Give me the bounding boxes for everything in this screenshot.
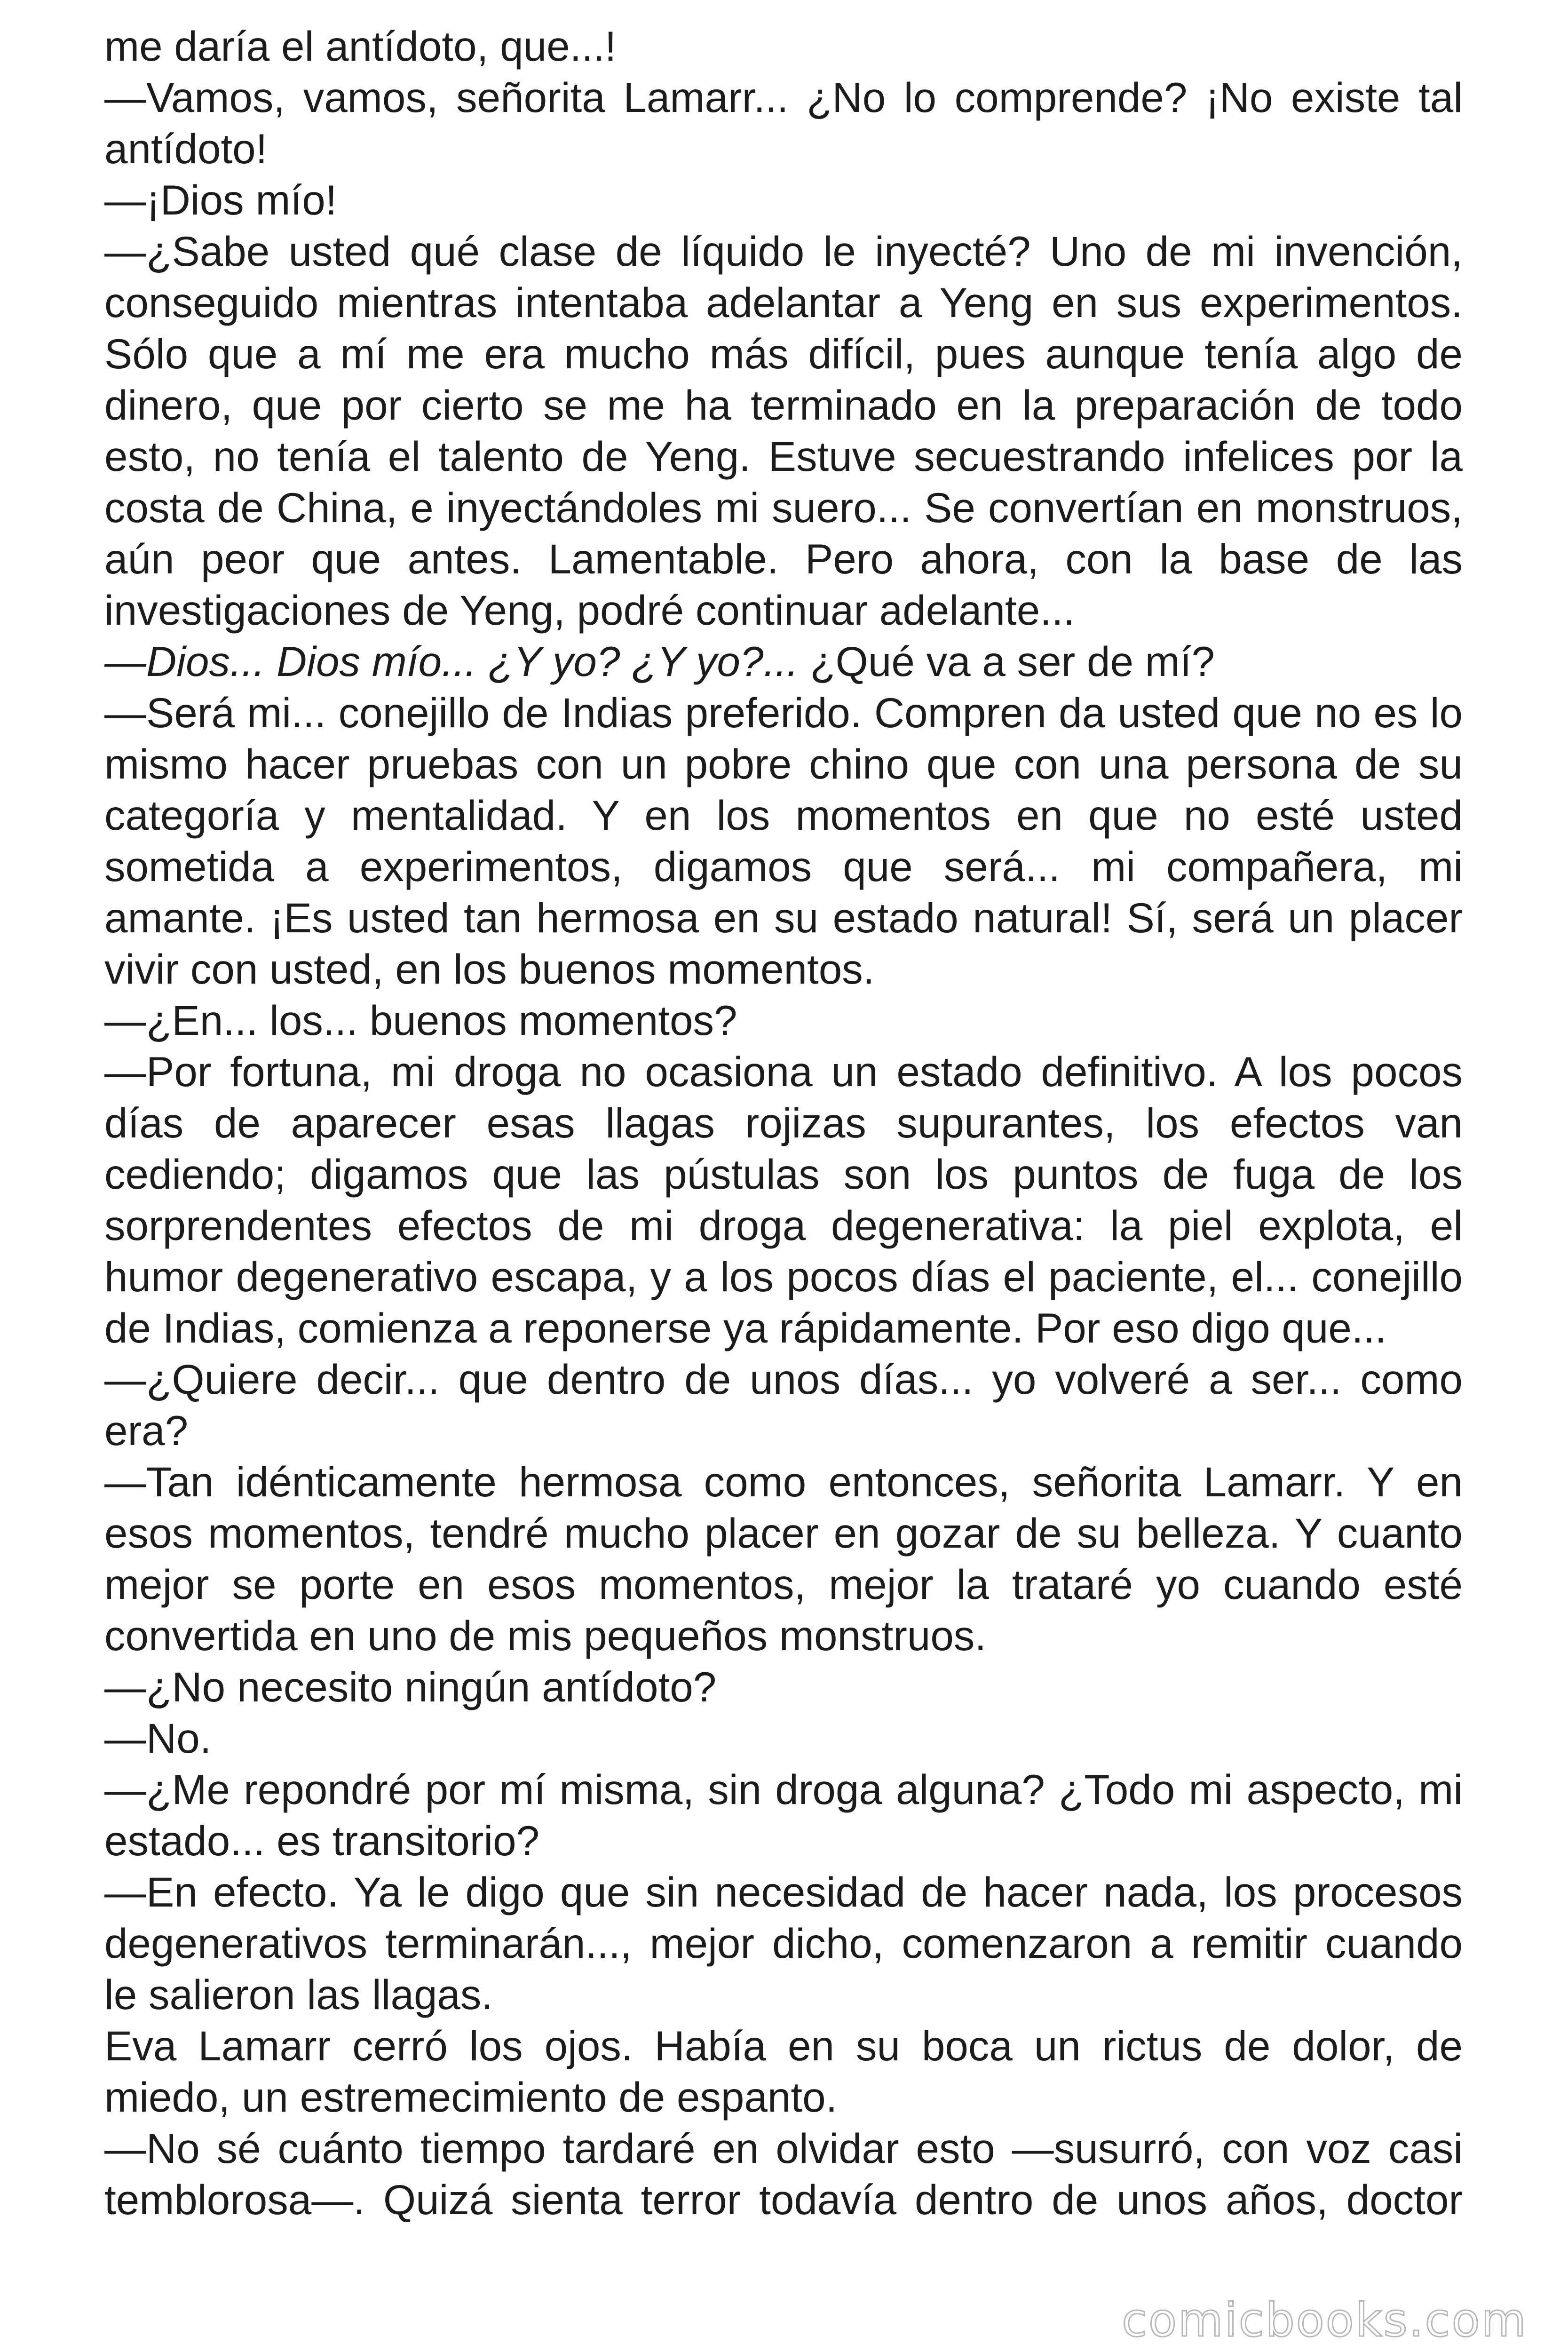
page-body xyxy=(104,21,1463,2225)
italic-dialogue: —Dios... Dios mío... ¿Y yo? ¿Y yo?... xyxy=(104,638,799,685)
paragraph: —Por fortuna, mi droga no ocasiona un estado definitivo. A los pocos días de aparecer esas llagas rojizas supurantes, los efectos van cediendo; digamos que las pústulas son los puntos de fuga de los sorprendentes efectos de mi droga degenerativa: la piel explota, el humor degenerativo escapa, y a los pocos días el paciente, el... conejillo de Indias, comienza a reponerse ya rápidamente. Por eso digo que... xyxy=(104,1048,1463,1351)
paragraph: —No. xyxy=(104,1715,212,1762)
paragraph: —Será mi... conejillo de Indias preferido. Compren da usted que no es lo mismo hacer pruebas con un pobre chino que con una persona de su categoría y mentalidad. Y en los momentos en que no esté usted sometida a experimentos, digamos que será... mi compañera, mi amante. ¡Es usted tan hermosa en su estado natural! Sí, será un placer vivir con usted, en los buenos momentos. xyxy=(104,689,1463,993)
paragraph: —Tan idénticamente hermosa como entonces, señorita Lamarr. Y en esos momentos, tendré mucho placer en gozar de su belleza. Y cuanto mejor se porte en esos momentos, mejor la trataré yo cuando esté convertida en uno de mis pequeños monstruos. xyxy=(104,1458,1463,1659)
paragraph: —En efecto. Ya le digo que sin necesidad de hacer nada, los procesos degenerativos terminarán..., mejor dicho, comenzaron a remitir cuando le salieron las llagas. xyxy=(104,1868,1463,2018)
paragraph: —¡Dios mío! xyxy=(104,176,337,223)
paragraph: —¿En... los... buenos momentos? xyxy=(104,997,737,1044)
paragraph: —¿Quiere decir... que dentro de unos días... yo volveré a ser... como era? xyxy=(104,1356,1463,1454)
paragraph: —¿Me repondré por mí misma, sin droga alguna? ¿Todo mi aspecto, mi estado... es transitorio? xyxy=(104,1766,1463,1864)
paragraph: —¿No necesito ningún antídoto? xyxy=(104,1663,717,1710)
paragraph: —Vamos, vamos, señorita Lamarr... ¿No lo comprende? ¡No existe tal antídoto! xyxy=(104,74,1463,172)
watermark-logo: comicbooks.com xyxy=(1122,2294,1528,2347)
paragraph: Eva Lamarr cerró los ojos. Había en su boca un rictus de dolor, de miedo, un estremecimiento de espanto. xyxy=(104,2022,1463,2121)
paragraph: me daría el antídoto, que...! xyxy=(104,23,617,70)
paragraph xyxy=(104,636,1463,687)
paragraph-continues: —No sé cuánto tiempo tardaré en olvidar esto —susurró, con voz casi temblorosa—. Quizá sienta terror todavía dentro de unos años, doctor xyxy=(104,2125,1463,2223)
paragraph: —¿Sabe usted qué clase de líquido le inyecté? Uno de mi invención, conseguido mientras intentaba adelantar a Yeng en sus experimentos. Sólo que a mí me era mucho más difícil, pues aunque tenía algo de dinero, que por cierto se me ha terminado en la preparación de todo esto, no tenía el talento de Yeng. Estuve secuestrando infelices por la costa de China, e inyectándoles mi suero... Se convertían en monstruos, aún peor que antes. Lamentable. Pero ahora, con la base de las investigaciones de Yeng, podré continuar adelante... xyxy=(104,228,1463,634)
dialogue-rest: ¿Qué va a ser de mí? xyxy=(798,638,1215,685)
